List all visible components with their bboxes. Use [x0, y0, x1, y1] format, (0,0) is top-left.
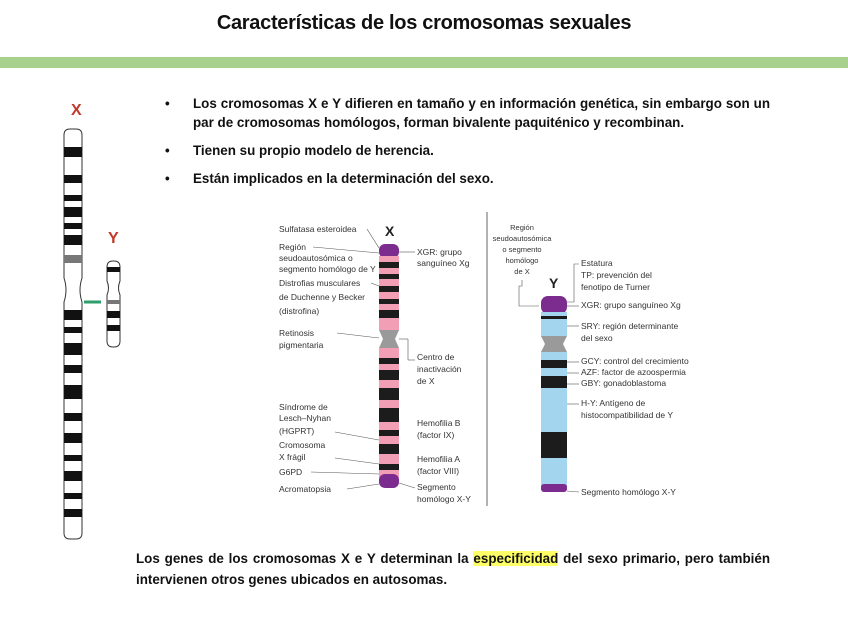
x-right-label: Segmento [417, 482, 456, 492]
y-right-leaders [567, 264, 579, 492]
x-left-label: segmento homólogo de Y [279, 264, 376, 274]
x-right-label: sanguíneo Xg [417, 258, 470, 268]
x-left-labels [279, 224, 376, 494]
bullet-icon: • [165, 96, 170, 111]
conclusion-after: del sexo primario, pero también intervienen otros genes ubicados en autosomas. [136, 551, 770, 587]
ideogram-y-chromosome [107, 261, 120, 347]
x-right-label: Hemofilia A [417, 454, 460, 464]
conclusion-before: Los genes de los cromosomas X e Y determinan la [136, 551, 474, 566]
x-left-label: G6PD [279, 467, 303, 477]
x-right-label: de X [417, 376, 435, 386]
y-top-label: homólogo [505, 256, 539, 265]
highlighted-term: especificidad [473, 551, 559, 566]
y-right-label: AZF: factor de azoospermia [581, 367, 686, 377]
x-left-label: X frágil [279, 452, 306, 462]
y-top-label: o segmento [502, 245, 542, 254]
y-right-label: H-Y: Antígeno de [581, 398, 646, 408]
bullet-icon: • [165, 171, 170, 186]
x-left-label: de Duchenne y Becker [279, 292, 365, 302]
conclusion-text [136, 548, 770, 590]
y-right-label: SRY: región determinante [581, 321, 679, 331]
x-right-labels [417, 247, 471, 504]
x-left-label: Distrofias musculares [279, 278, 361, 288]
slide-title: Características de los cromosomas sexuales [216, 12, 632, 34]
x-left-label: Sulfatasa esteroidea [279, 224, 357, 234]
y-right-labels [581, 258, 689, 497]
ideogram-x-label: X [71, 102, 82, 119]
x-right-label: XGR: grupo [417, 247, 462, 257]
x-left-label: Acromatopsia [279, 484, 331, 494]
sex-chromosome-diagram [275, 208, 715, 510]
x-left-label: (distrofina) [279, 306, 320, 316]
y-top-label: de X [514, 267, 530, 276]
bullet-icon: • [165, 143, 170, 158]
x-right-label: Hemofilia B [417, 418, 461, 428]
x-left-label: Región [279, 242, 306, 252]
diagram-y-label: Y [549, 275, 559, 291]
bullet-text: Los cromosomas X e Y difieren en tamaño y en información genética, sin embargo son un par de cromosomas homólogos, forman bivalente paquiténico y recombinan. [193, 96, 770, 130]
y-right-label: TP: prevención del [581, 270, 652, 280]
y-top-label: seudoautosómica [492, 234, 552, 243]
y-right-label: GBY: gonadoblastoma [581, 378, 667, 388]
x-right-label: (factor VIII) [417, 466, 460, 476]
x-right-label: (factor IX) [417, 430, 455, 440]
x-right-label: Centro de [417, 352, 455, 362]
bullet-item [165, 94, 770, 132]
y-right-label: Segmento homólogo X-Y [581, 487, 676, 497]
x-left-label: Síndrome de [279, 402, 328, 412]
y-top-leader [519, 280, 539, 306]
y-right-label: XGR: grupo sanguíneo Xg [581, 300, 681, 310]
x-left-label: Lesch–Nyhan [279, 413, 331, 423]
y-right-label: Estatura [581, 258, 613, 268]
diagram-x-chromosome [379, 244, 399, 488]
ideogram-x-chromosome [64, 129, 82, 539]
x-right-label: homólogo X-Y [417, 494, 471, 504]
x-left-label: (HGPRT) [279, 426, 315, 436]
bullet-list [165, 94, 770, 197]
x-left-label: pigmentaria [279, 340, 324, 350]
ideogram-y-label: Y [108, 230, 119, 247]
y-right-label: fenotipo de Turner [581, 282, 650, 292]
diagram-y-chromosome [541, 296, 567, 492]
bullet-item [165, 141, 770, 160]
y-right-label: GCY: control del crecimiento [581, 356, 689, 366]
y-right-label: del sexo [581, 333, 613, 343]
bullet-item [165, 169, 770, 188]
x-right-leaders [399, 252, 415, 488]
bullet-text: Están implicados en la determinación del sexo. [193, 171, 494, 186]
y-right-label: histocompatibilidad de Y [581, 410, 673, 420]
x-left-label: Cromosoma [279, 440, 326, 450]
title-divider-bar [0, 57, 848, 68]
bullet-text: Tienen su propio modelo de herencia. [193, 143, 434, 158]
x-right-label: inactivación [417, 364, 462, 374]
diagram-x-label: X [385, 223, 395, 239]
ideogram-figure [50, 95, 140, 545]
x-left-label: Retinosis [279, 328, 314, 338]
x-left-label: seudoautosómica o [279, 253, 353, 263]
y-top-labels [493, 223, 553, 276]
y-top-label: Región [510, 223, 534, 232]
